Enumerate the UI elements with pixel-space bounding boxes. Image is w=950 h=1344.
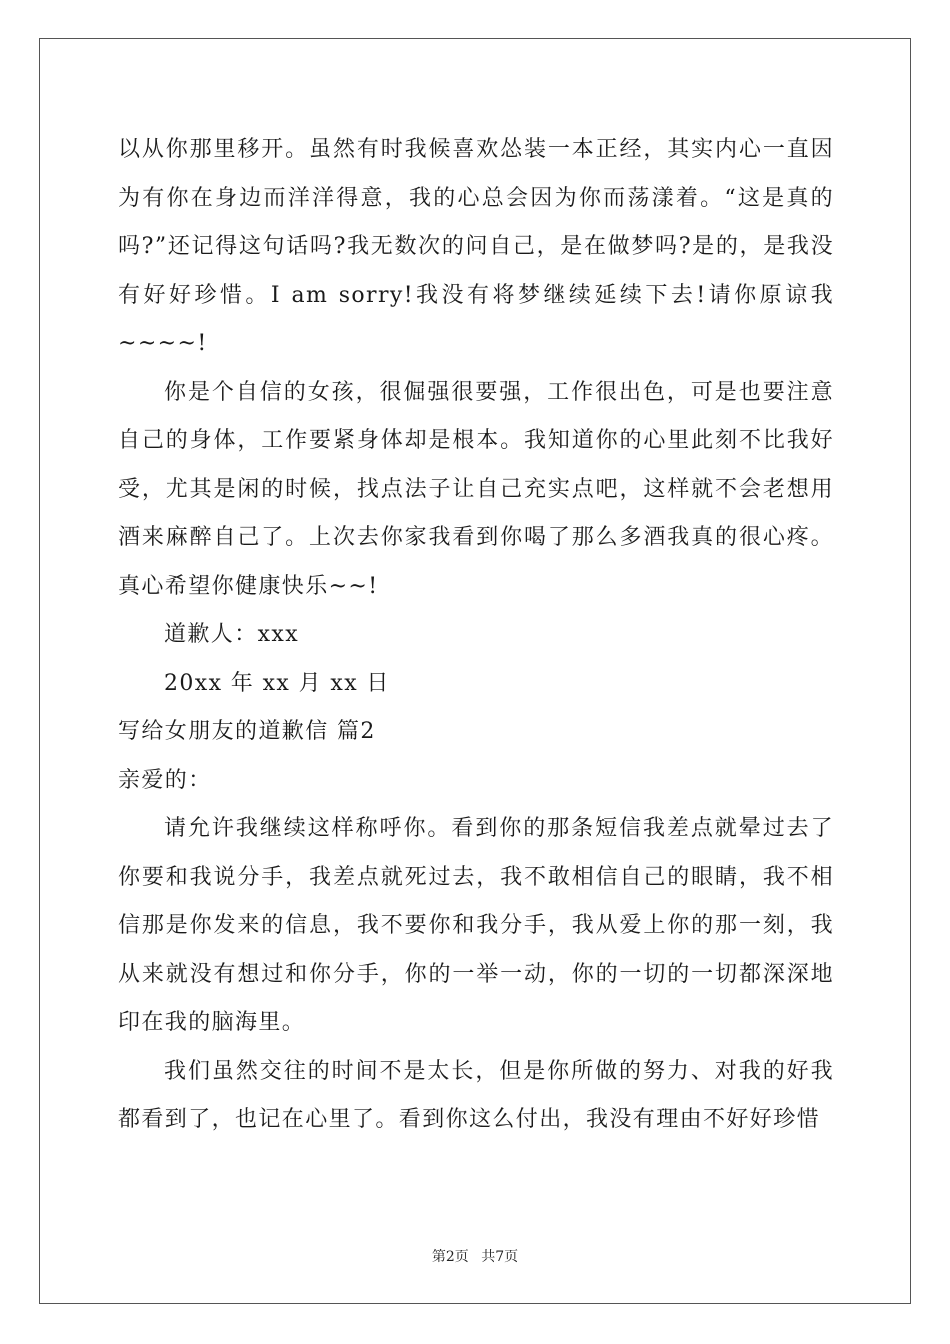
- paragraph-1: 以从你那里移开。虽然有时我候喜欢怂装一本正经，其实内心一直因为有你在身边而洋洋得意，我的心总会因为你而荡漾着。“这是真的吗?”还记得这句话吗?我无数次的问自己，是在做梦吗?是的，是我没有好好珍惜。I am sorry!我没有将梦继续延续下去!请你原谅我~~~~!: [118, 137, 834, 356]
- section-heading: 写给女朋友的道歉信 篇2: [118, 719, 376, 744]
- paragraph-4: 我们虽然交往的时间不是太长，但是你所做的努力、对我的好我都看到了，也记在心里了。看到你这么付出，我没有理由不好好珍惜: [118, 1058, 834, 1132]
- document-body: [118, 126, 834, 1145]
- page-total: 共7页: [481, 1249, 519, 1265]
- paragraph-2: 你是个自信的女孩，很倔强很要强，工作很出色，可是也要注意自己的身体，工作要紧身体却是根本。我知道你的心里此刻不比我好受，尤其是闲的时候，找点法子让自己充实点吧，这样就不会老想用酒来麻醉自己了。上次去你家我看到你喝了那么多酒我真的很心疼。真心希望你健康快乐~~!: [118, 379, 834, 599]
- signature-line: 道歉人：xxx: [164, 622, 300, 647]
- page-footer: [0, 1246, 950, 1266]
- paragraph-3: 请允许我继续这样称呼你。看到你的那条短信我差点就晕过去了你要和我说分手，我差点就死过去，我不敢相信自己的眼睛，我不相信那是你发来的信息，我不要你和我分手，我从爱上你的那一刻，我从来就没有想过和你分手，你的一举一动，你的一切的一切都深深地印在我的脑海里。: [118, 816, 834, 1035]
- page-number: 第2页: [431, 1249, 469, 1265]
- salutation: 亲爱的：: [118, 767, 212, 793]
- date-line: 20xx 年 xx 月 xx 日: [164, 670, 390, 696]
